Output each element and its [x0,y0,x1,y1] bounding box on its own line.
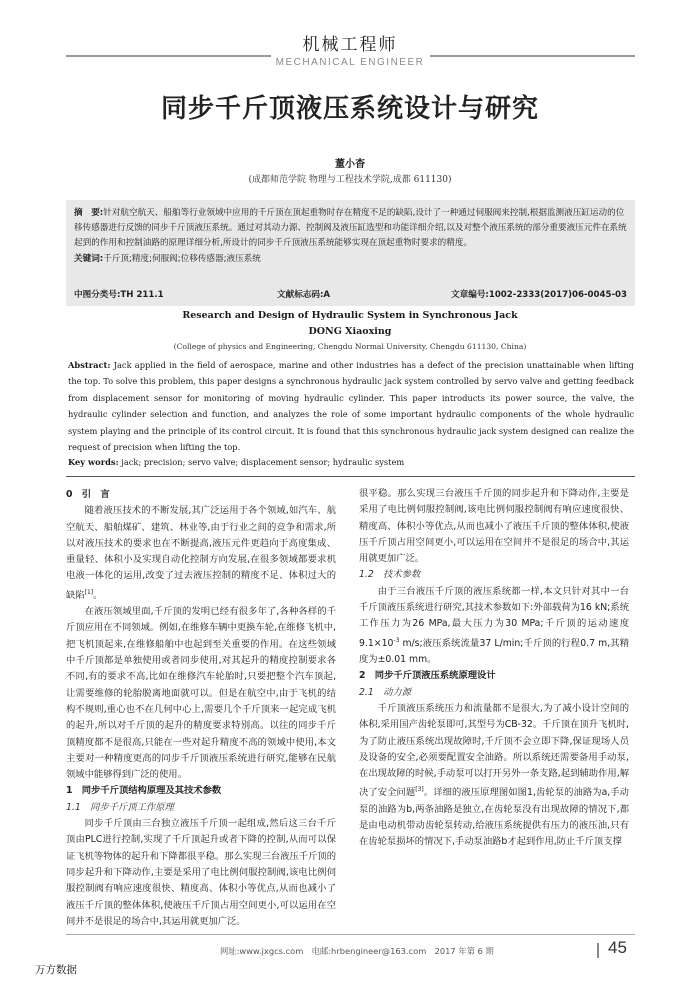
english-abstract-text: Jack applied in the field of aerospace, marine and other industries has a defect of the precision unattainable when lifting the top. To solve this problem, this paper designs a synchronous hydraulic jack system controlled by servo valve and getting feedback from displacement sensor for monitoring of moving hydraulic cylinder. This paper introducts its power source, the valve, the hydraulic cylinder selection and function, and analyzes the role of some important hydraulic components of the whole hydraulic system playing and the principle of its control circuit. It is found that this synchronous hydraulic jack system designed can realize the request of precision when lifting the top. [68,360,634,453]
masthead-rule-left [66,55,271,57]
chinese-abstract [74,206,627,252]
english-abstract [68,357,634,455]
article-affiliation: (成都师范学院 物理与工程技术学院,成都 611130) [248,175,452,185]
journal-name-en: MECHANICAL ENGINEER [275,57,425,68]
citation: [3] [415,786,424,794]
english-keywords-text: jack; precision; servo valve; displacement sensor; hydraulic system [118,457,405,467]
section-heading: 2 同步千斤顶液压系统原理设计 [359,670,496,682]
section-divider [66,476,635,477]
paragraph-text: m/s;液压系统流量37 L/min;千斤顶的行程0.7 m,其精度为±0.01 mm。 [359,637,629,666]
article-title: 同步千斤顶液压系统设计与研究 [160,94,539,124]
paragraph-text: 。详细的液压原理图如图1,齿轮泵的油路为a,手动泵的油路为b,两条油路是独立,在齿轮泵没有出现故障的情况下,都是由电动机带动齿轮泵转动,给液压系统提供有压力的液压油,只有在齿轮泵损坏的情况下,手动泵油路b才起到作用,防止千斤顶支撑 [359,787,629,848]
journal-masthead [0,30,700,68]
paragraph [66,503,336,604]
citation: [1] [84,588,94,596]
subsection-heading: 1.1 同步千斤顶工作原理 [66,801,174,813]
paragraph-text: 。 [93,589,103,601]
journal-name-cn: 机械工程师 [302,35,398,55]
superscript: -3 [393,636,400,644]
chinese-keywords [74,252,627,267]
body-column-left [66,487,336,927]
paragraph-text: 千斤顶液压系统压力和流量都不是很大,为了减小设计空间的体积,采用国产齿轮泵即可,其型号为CB-32。千斤顶在顶升飞机时,为了防止液压系统出现故障时,千斤顶不会立即下降,保证现场人员及设备的安全,必须要配置安全油路。所以系统还需要备用手动泵,在出现故障的时候,手动泵可以打开另外一条支路,起到辅助作用,解决了安全问题 [359,702,629,799]
clc-number: 中图分类号:TH 211.1 [74,290,164,300]
english-affiliation: (College of physics and Engineering, Chengdu Normal University, Chengdu 611130, China) [173,342,527,351]
subsection-heading: 1.2 技术参数 [359,569,421,581]
body-column-right [359,486,629,913]
masthead-rule-right [430,55,635,57]
keywords-label: 关键词: [74,253,104,264]
document-code: 文献标志码:A [277,290,331,300]
paragraph-continued: 很平稳。那么实现三台液压千斤顶的同步起升和下降动作,主要是采用了电比例伺服控制阀,该电比例伺服控制阀有响应速度很快、精度高、体积小等优点,从而也减小了液压千斤顶的整体体积,使液压千斤顶占用空间更小,可以运用在空间并不是很足的场合中,其运用就更加广泛。 [359,488,629,565]
keywords-text: 千斤顶;精度;伺服阀;位移传感器;液压系统 [103,253,261,264]
section-heading: 1 同步千斤顶结构原理及其技术参数 [66,785,222,797]
english-abstract-label: Abstract: [68,360,111,370]
chinese-abstract-box [66,200,635,306]
paragraph [359,584,629,669]
abstract-text: 针对航空航天、船舶等行业领域中应用的千斤顶在顶起重物时存在精度不足的缺陷,设计了一种通过伺服阀来控制,根据监测液压缸运动的位移传感器进行反馈的同步千斤顶液压系统。通过对其动力源、控制阀及液压缸选型和功能详细介绍,以及对整个液压系统的部分重要液压元件在系统起到的作用和控制油路的原理详细分析,所设计的同步千斤顶液压系统能够实现在顶起重物时要求的精度。 [74,208,627,249]
watermark-text: 万方数据 [35,964,77,976]
paragraph-text: 由于三台液压千斤顶的液压系统都一样,本文只针对其中一台千斤顶液压系统进行研究,其技术参数如下:外部载荷为16 kN;系统工作压力为26 MPa,最大压力为30 MPa;千斤顶的运动速度9.1×10 [359,585,629,649]
paragraph-text: 随着液压技术的不断发展,其广泛运用于各个领域,如汽车、航空航天、船舶煤矿、建筑、林业等,由于行业之间的竞争和需求,所以对液压技术的要求也在不断提高,液压元件更趋向于高度集成、重量轻、体积小及实现自动化控制方向发展,在很多领域都要求机电液一体化的运用,改变了过去液压控制的精度不足、体积过大的缺陷 [66,505,336,601]
english-title: Research and Design of Hydraulic System in Synchronous Jack [182,310,518,321]
section-heading: 0 引 言 [66,489,110,500]
footer-info: 网址:www.jxgcs.com 电邮:hrbengineer@163.com 2017 年第 6 期 [220,946,494,956]
footer-separator [597,943,599,958]
subsection-heading: 2.1 动力源 [359,686,411,698]
article-number: 文章编号:1002-2333(2017)06-0045-03 [451,290,627,300]
paragraph: 同步千斤顶由三台独立液压千斤顶一起组成,然后这三台千斤顶由PLC进行控制,实现了千斤顶起升或者下降的控制,从而可以保证飞机等物体的起升和下降都很平稳。那么实现三台液压千斤顶的同步起升和下降动作,主要是采用了电比例伺服控制阀,该电比例伺服控制阀有响应速度很快、精度高、体积小等优点,从而也减小了液压千斤顶的整体体积,使液压千斤顶占用空间更小,可以运用在空间并不是很足的场合中,其运用就更加广泛。 [66,818,336,927]
english-author: DONG Xiaoxing [308,326,392,337]
paragraph: 在液压领域里面,千斤顶的发明已经有很多年了,各种各样的千斤顶应用在不同领域。例如,在维修车辆中更换车轮,在维修飞机中,把飞机顶起来,在维修船舶中也起到至关重要的作用。在这些领域中千斤顶都是单独使用或者同步使用,对其起升的精度控制要求各不同,有的要求不高,比如在维修汽车轮胎时,只要把整个汽车顶起,让需要维修的轮胎脱离地面就可以。但是在航空中,由于飞机的结构不规则,重心也不在几何中心上,需要几个千斤顶来一起完成飞机的起升,所以对千斤顶的起升的精度要求特别高。以往的同步千斤顶精度都不是很高,只能在一些对起升精度不高的领域中使用,本文主要对一种精度更高的同步千斤顶液压系统进行研究,能够在民航领域中能够得到广泛的使用。 [66,606,336,781]
english-keywords [68,457,634,467]
page-number: 45 [608,938,627,957]
article-author: 董小杳 [335,159,365,170]
paragraph [359,701,629,913]
footer-rule [66,934,635,935]
abstract-label: 摘 要: [74,208,104,218]
classification-row [74,288,627,302]
english-keywords-label: Key words: [68,457,119,467]
